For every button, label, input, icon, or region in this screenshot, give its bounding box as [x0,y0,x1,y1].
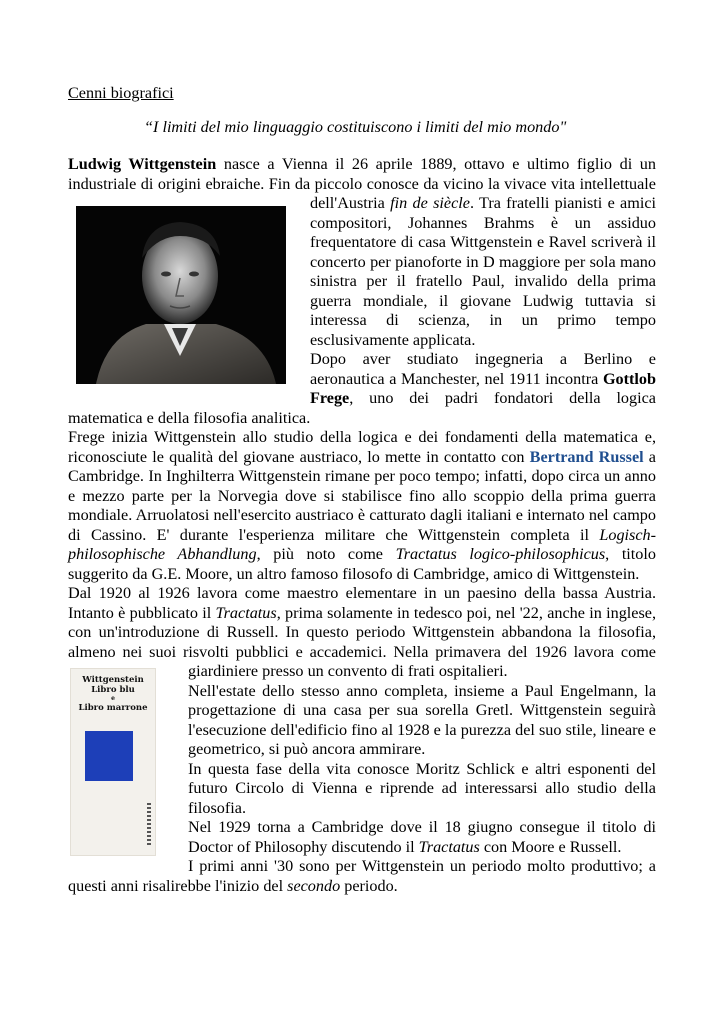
book-cover-line: Libro marrone [78,703,148,713]
italic-title: Logisch-philosophische Abhandlung [68,525,656,563]
paragraph-intro [68,155,656,428]
photo-frame [68,194,300,390]
book-cover-line: Libro blu [91,685,135,695]
paragraph-text: Dal 1920 al 1926 lavora come maestro elementare in un paesino della bassa Austria. Intanto è pubblicato il [68,584,656,622]
paragraph-text: con Moore e Russell. [479,837,622,856]
italic-title: Tractatus [215,603,277,622]
portrait-photo-icon [76,206,286,384]
spine-text-mark [147,803,151,847]
epigraph-quote: “I limiti del mio linguaggio costituiscono i limiti del mio mondo" [144,117,567,136]
paragraph-frege [68,428,656,584]
document-page [68,84,656,896]
paragraph-text: Nel 1929 torna a Cambridge dove il 18 giugno consegue il titolo di Doctor of Philosophy discutendo il [188,818,656,856]
paragraph-text: nasce a Vienna il 26 aprile 1889, ottavo e ultimo figlio di un industriale di origini ebraiche. Fin da piccolo conosce da vicino la vivace vita intellettuale dell'Austria [68,155,656,212]
paragraph-text: , uno dei padri fondatori della logica matematica e della filosofia analitica. [68,389,656,427]
paragraph-text: Nell'estate dello stesso anno completa, insieme a Paul Engelmann, la progettazione di una casa per sua sorella Gretl. Wittgenstein seguirà l'esecuzione dell'edificio fino al 1928 e la purezza del suo stile, lineare e geometrico, si può ancora ammirare. [188,681,656,758]
paragraph-text: Frege inizia Wittgenstein allo studio della logica e dei fondamenti della matematica e, riconosciute le qualità del giovane austriaco, lo mette in contatto con [68,428,656,466]
person-name: Gottlob Frege [310,369,656,407]
paragraph-text: I primi anni '30 sono per Wittgenstein un periodo molto produttivo; a questi anni risalirebbe l'inizio del [68,857,656,895]
italic-title: Tractatus [418,837,480,856]
paragraph-text: In questa fase della vita conosce Moritz Schlick e altri esponenti del futuro Circolo di Vienna e riprende ad interessarsi allo studio della filosofia. [188,759,656,817]
person-link[interactable]: Bertrand Russel [529,447,644,466]
paragraph-text: Dopo aver studiato ingegneria a Berlino e aeronautica a Manchester, nel 1911 incontra [310,350,656,388]
paragraph-text: a Cambridge. In Inghilterra Wittgenstein rimane per poco tempo; infatti, dopo circa un anno e mezzo parte per la Norvegia dove si stabilisce fino allo scoppio della prima guerra mondiale. Arruolatosi nell'esercito austriaco è catturato dagli italiani e internato nel campo di Cassino. E' durante l'esperienza militare che Wittgenstein completa il [68,447,656,544]
paragraph-text: , più noto come [256,545,396,563]
paragraph-text: , prima solamente in tedesco poi, nel '22, anche in inglese, con un'introduzione di Russell. In questo periodo Wittgenstein abbandona la filosofia, almeno nei suoi risvolti pubblici e accademici. Nella primavera del 1926 lavora come giardiniere presso un convento di frati ospitalieri. [68,603,656,680]
paragraph-text: , titolo suggerito da G.E. Moore, un altro famoso filosofo di Cambridge, amico di Wittgenstein. [68,545,656,583]
book-cover-image [70,668,156,856]
italic-term: secondo [287,876,341,895]
person-name: Ludwig Wittgenstein [68,155,217,173]
paragraph-1920s [68,584,656,896]
book-cover-frame [68,662,178,858]
paragraph-text: . Tra fratelli pianisti e amici compositori, Johannes Brahms è un assiduo frequentatore di casa Wittgenstein e Ravel scriverà il concerto per pianoforte in D maggiore per sola mano sinistra per il fratello Paul, invalido della prima guerra mondiale, il giovane Ludwig tuttavia si interessa di scienza, in un primo tempo esclusivamente applicata. [310,194,657,349]
book-cover-line: e [111,695,115,702]
book-cover-title [71,669,155,713]
book-cover-line: Wittgenstein [82,675,144,685]
section-heading: Cenni biografici [68,84,174,102]
blue-square-graphic [85,731,133,781]
italic-title: Tractatus logico-philosophicus [395,545,606,563]
paragraph-text: periodo. [340,876,398,895]
italic-term: fin de siècle [390,194,470,212]
portrait-photo [76,206,286,384]
